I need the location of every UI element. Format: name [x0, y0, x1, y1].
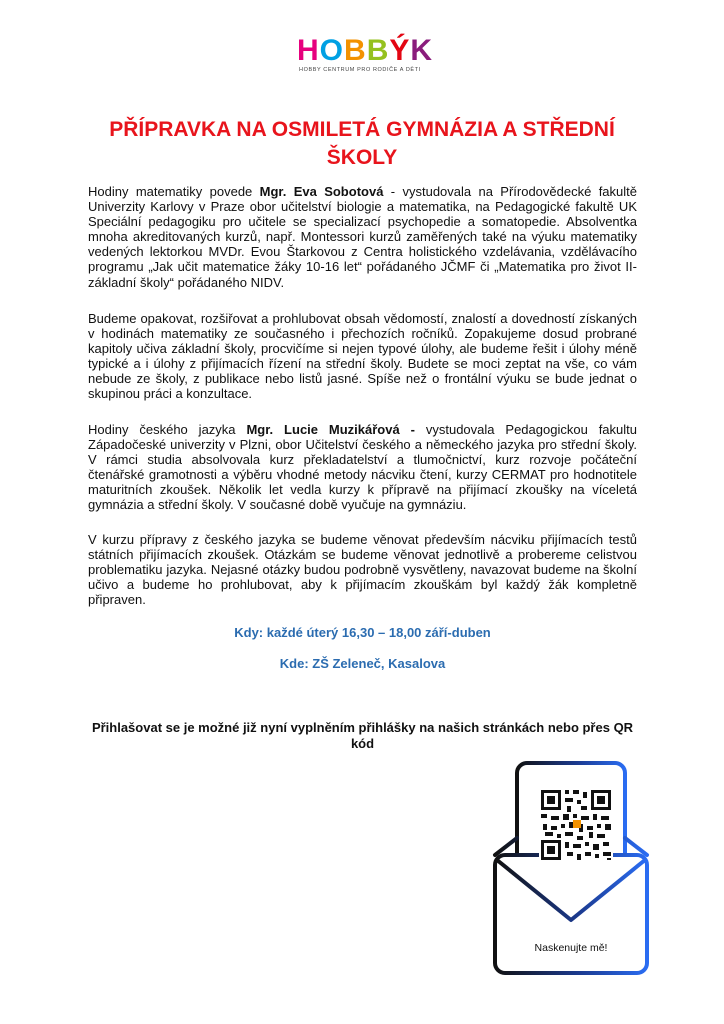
- qr-code-image[interactable]: [539, 788, 613, 862]
- math-teacher-name: Mgr. Eva Sobotová: [259, 184, 384, 199]
- para3-body: vystudovala Pedagogickou fakultu Západočeské univerzity v Plzni, obor Učitelství českého a německého jazyka pro střední školy. V rámci studia absolvovala kurz překladatelství a tlumočnictví, kurz rozvoje počáteční čtenářské gramotnosti a výběru vhodné metody nácviku čtení, kurzy CERMAT pro hodnotitele maturitních zkoušek. Několik let vedla kurzy k přípravě na přijímací zkoušky na víceletá gymnázia a střední školy. V současné době vyučuje na gymnáziu.: [88, 422, 637, 513]
- logo-wordmark: [297, 34, 433, 67]
- hobbyk-logo: [297, 34, 433, 77]
- para1-body: - vystudovala na Přírodovědecké fakultě Univerzity Karlovy v Praze obor učitelství biologie a matematika, na Pedagogické fakultě UK Speciální pedagogiku pro učitele se specializací psychopedie a somatopedie. Absolventka mnoha akreditovaných kurzů, např. Montessori kurzů zaměřených také na výuku matematiky vedených lektorkou MVDr. Evou Štarkovou z Centra holistického vzdelávania, vzdělávacího programu „Jak učit matematice žáky 10-16 let“ pořádaného JČMF či „Matematika pro život II-základní školy“ pořádaného NIDV.: [88, 184, 637, 290]
- logo-letter: K: [410, 34, 433, 67]
- qr-envelope: [491, 760, 651, 978]
- logo-letter: B: [366, 34, 389, 67]
- para1-intro: Hodiny matematiky povede: [88, 184, 260, 199]
- czech-teacher-paragraph: [88, 422, 637, 513]
- qr-scan-label: Naskenujte mě!: [534, 942, 608, 954]
- logo-letter: O: [319, 34, 344, 67]
- logo-subtitle: HOBBY CENTRUM PRO RODIČE A DĚTI: [299, 67, 421, 73]
- logo-letter: Ý: [389, 34, 410, 67]
- czech-course-paragraph: V kurzu přípravy z českého jazyka se budeme věnovat především nácviku přijímacích testů státních přijímacích zkoušek. Otázkám se budeme věnovat jednotlivě a probereme celistvou problematiku jazyka. Nejasné otázky budou podrobně vysvětleny, navazovat budeme na školní učivo a budeme ho prohlubovat, aby k přijímacím zkouškám byl každý žák kompletně připraven.: [88, 532, 637, 608]
- logo-letter: H: [297, 34, 319, 67]
- math-course-paragraph: Budeme opakovat, rozšiřovat a prohlubovat obsah vědomostí, znalostí a dovedností získaných v hodinách matematiky ze současného i přechozích ročníků. Zopakujeme dosud probrané kapitoly učiva základní školy, procvičíme si nejen typové úlohy, ale budeme řešit i úlohy méně typické a i úlohy z přijímacích řízení na střední školy. Budete se moci zeptat na vše, co vám nebude ze školy, z publikace nebo listů jasné. Spíše než o frontální výuku se bude jednat o skupinou práci a konzultace.: [88, 311, 637, 402]
- page-title: PŘÍPRAVKA NA OSMILETÁ GYMNÁZIA A STŘEDNÍ ŠKOLY: [109, 118, 615, 169]
- math-teacher-paragraph: [88, 184, 637, 290]
- signup-note: Přihlašovat se je možné již nyní vyplněním přihlášky na našich stránkách nebo přes QR kód: [91, 720, 634, 751]
- location-info: Kde: ZŠ Zeleneč, Kasalova: [279, 656, 446, 671]
- logo-letter: B: [344, 34, 366, 67]
- schedule-info: Kdy: každé úterý 16,30 – 18,00 září-duben: [234, 625, 491, 640]
- para3-intro: Hodiny českého jazyka: [88, 422, 247, 437]
- czech-teacher-name: Mgr. Lucie Muzikářová -: [246, 422, 415, 437]
